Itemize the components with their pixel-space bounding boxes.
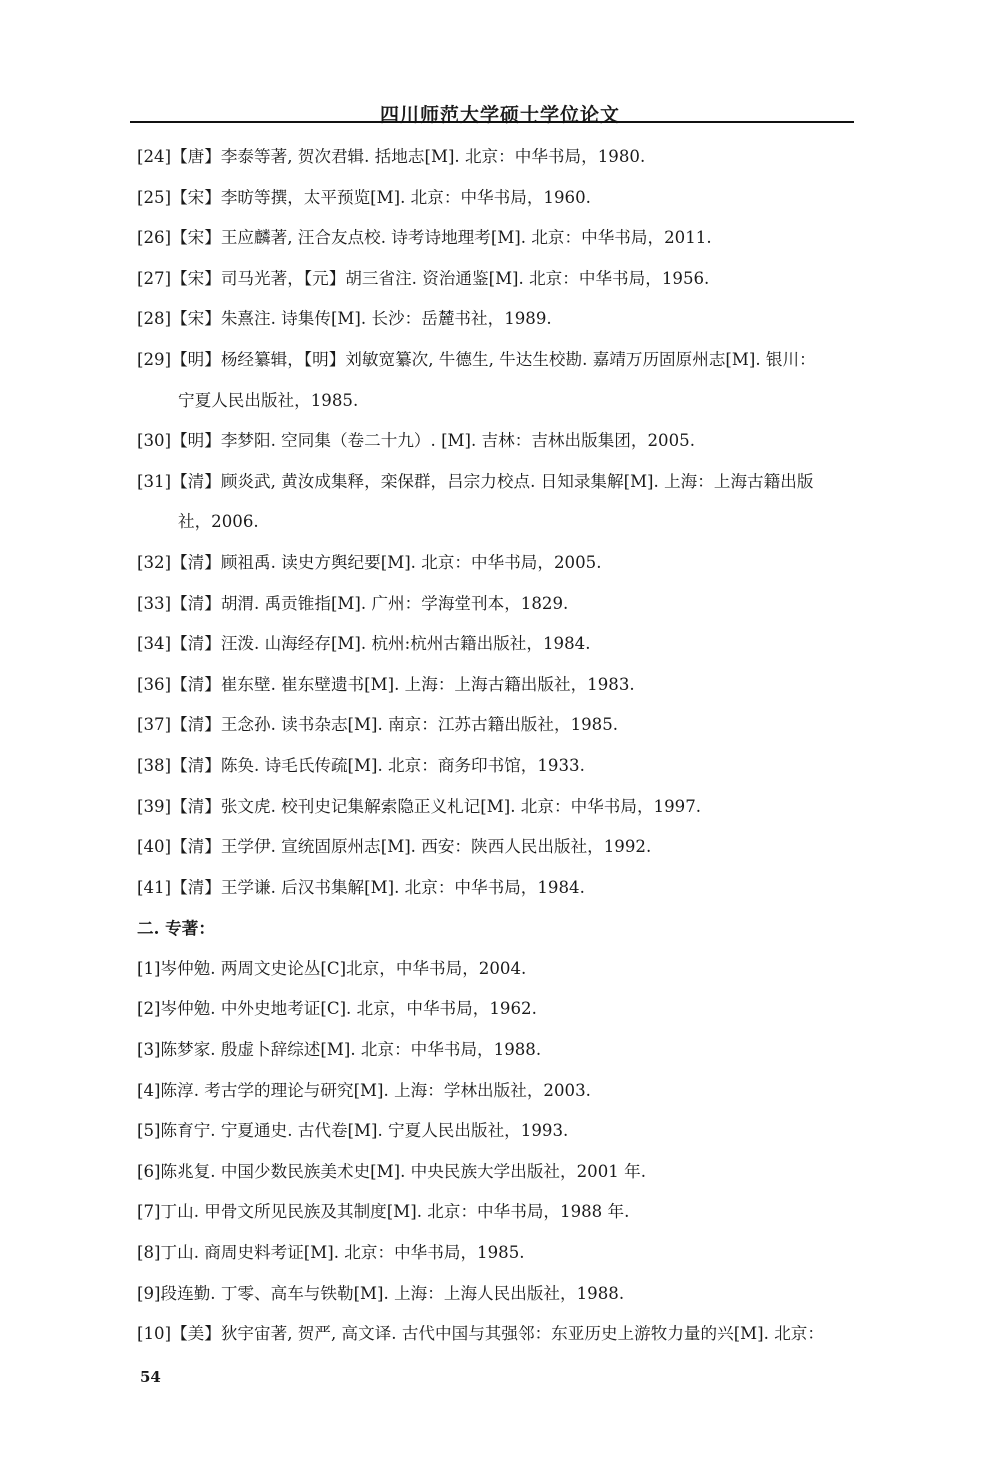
reference-entry: [26]【宋】王应麟著, 汪合友点校. 诗考诗地理考[M]. 北京：中华书局，2011.	[137, 228, 712, 248]
reference-entry: [5]陈育宁. 宁夏通史. 古代卷[M]. 宁夏人民出版社，1993.	[137, 1121, 569, 1141]
reference-entry-continuation: 社，2006.	[178, 512, 259, 532]
page-header-title: 四川师范大学硕士学位论文	[379, 104, 620, 126]
reference-entry: [40]【清】王学伊. 宣统固原州志[M]. 西安：陕西人民出版社，1992.	[137, 837, 652, 857]
section-heading: 二. 专著：	[137, 918, 215, 939]
reference-entry: [31]【清】顾炎武, 黄汝成集释，栾保群，吕宗力校点. 日知录集解[M]. 上海：上海古籍出版	[137, 471, 814, 491]
reference-entry: [24]【唐】李泰等著, 贺次君辑. 括地志[M]. 北京：中华书局，1980.	[137, 147, 646, 166]
header-rule	[130, 121, 854, 123]
reference-entry: [10]【美】狄宇宙著, 贺严, 高文译. 古代中国与其强邻：东亚历史上游牧力量的兴[M]. 北京：	[137, 1324, 824, 1344]
reference-entry: [2]岑仲勉. 中外史地考证[C]. 北京，中华书局，1962.	[137, 999, 537, 1019]
reference-entry: [3]陈梦家. 殷虚卜辞综述[M]. 北京：中华书局，1988.	[137, 1040, 542, 1060]
reference-entry: [38]【清】陈奂. 诗毛氏传疏[M]. 北京：商务印书馆，1933.	[137, 755, 585, 775]
reference-list	[137, 137, 865, 1355]
reference-entry: [36]【清】崔东壁. 崔东壁遗书[M]. 上海：上海古籍出版社，1983.	[137, 674, 635, 694]
reference-entry: [39]【清】张文虎. 校刊史记集解索隐正义札记[M]. 北京：中华书局，1997.	[137, 796, 702, 816]
reference-entry-continuation: 宁夏人民出版社，1985.	[178, 390, 359, 410]
reference-entry: [41]【清】王学谦. 后汉书集解[M]. 北京：中华书局，1984.	[137, 877, 585, 897]
page-number: 54	[140, 1368, 161, 1386]
reference-entry: [27]【宋】司马光著，【元】胡三省注. 资治通鉴[M]. 北京：中华书局，1956.	[137, 268, 710, 288]
reference-entry: [37]【清】王念孙. 读书杂志[M]. 南京：江苏古籍出版社，1985.	[137, 715, 619, 735]
reference-entry: [25]【宋】李昉等撰，太平预览[M]. 北京：中华书局，1960.	[137, 187, 591, 207]
reference-entry: [33]【清】胡渭. 禹贡锥指[M]. 广州：学海堂刊本，1829.	[137, 593, 569, 613]
reference-entry: [9]段连勤. 丁零、高车与铁勒[M]. 上海：上海人民出版社，1988.	[137, 1283, 625, 1303]
reference-entry: [32]【清】顾祖禹. 读史方舆纪要[M]. 北京：中华书局，2005.	[137, 552, 602, 572]
reference-entry: [1]岑仲勉. 两周文史论丛[C]北京，中华书局，2004.	[137, 958, 527, 978]
reference-entry: [29]【明】杨经纂辑，【明】刘敏宽纂次, 牛德生, 牛达生校勘. 嘉靖万历固原州志[M]. 银川：	[137, 349, 816, 369]
reference-entry: [6]陈兆复. 中国少数民族美术史[M]. 中央民族大学出版社，2001 年.	[137, 1161, 646, 1181]
reference-entry: [4]陈淳. 考古学的理论与研究[M]. 上海：学林出版社，2003.	[137, 1080, 591, 1100]
reference-entry: [30]【明】李梦阳. 空同集（卷二十九）. [M]. 吉林：吉林出版集团，2005.	[137, 431, 695, 451]
reference-entry: [8]丁山. 商周史料考证[M]. 北京：中华书局，1985.	[137, 1243, 525, 1263]
reference-entry: [7]丁山. 甲骨文所见民族及其制度[M]. 北京：中华书局，1988 年.	[137, 1202, 630, 1222]
reference-entry: [28]【宋】朱熹注. 诗集传[M]. 长沙：岳麓书社，1989.	[137, 309, 552, 329]
reference-entry: [34]【清】汪泼. 山海经存[M]. 杭州:杭州古籍出版社，1984.	[137, 634, 591, 654]
